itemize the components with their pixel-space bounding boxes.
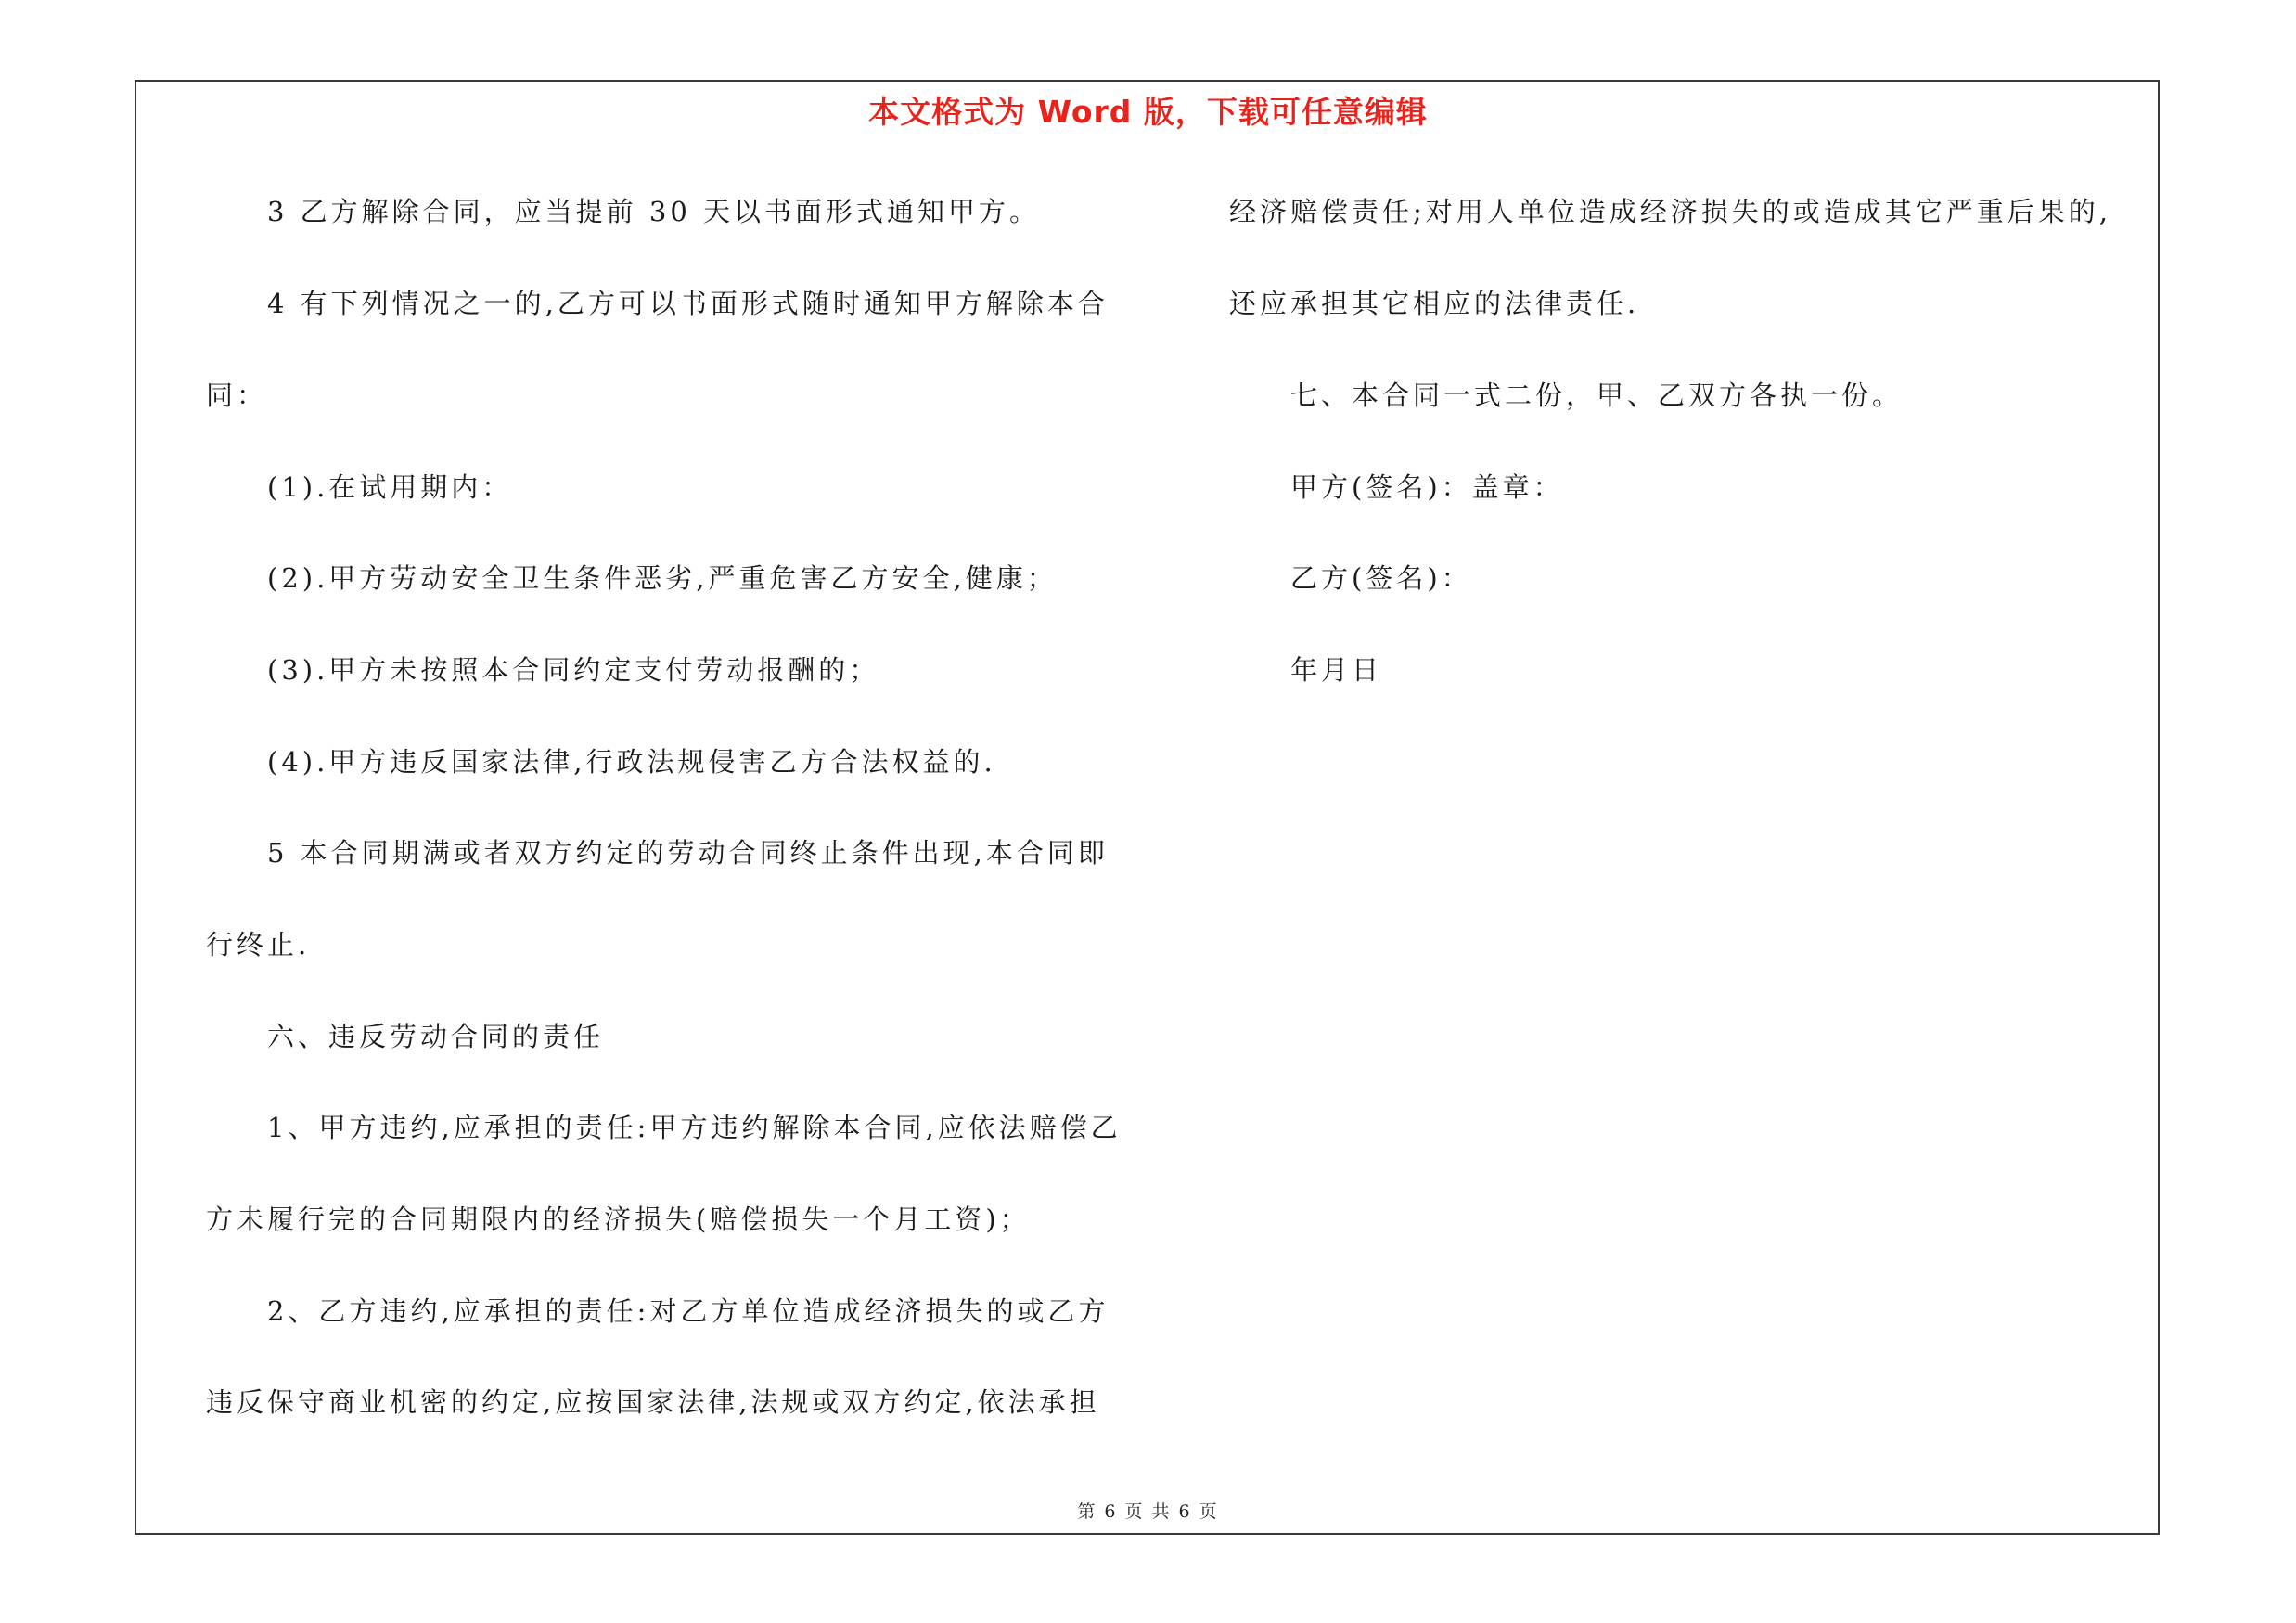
paragraph-line: 还应承担其它相应的法律责任. [1229, 288, 1640, 319]
paragraph-line: (2).甲方劳动安全卫生条件恶劣,严重危害乙方安全,健康； [267, 562, 1058, 594]
paragraph-line: 2、乙方违约,应承担的责任:对乙方单位造成经济损失的或乙方 [267, 1295, 1110, 1327]
paragraph-line: 经济赔偿责任;对用人单位造成经济损失的或造成其它严重后果的, [1229, 196, 2111, 227]
paragraph-line: 1、甲方违约,应承担的责任:甲方违约解除本合同,应依法赔偿乙 [267, 1112, 1122, 1143]
paragraph-line: 同： [206, 380, 268, 411]
paragraph-line: 行终止. [206, 929, 311, 960]
paragraph-line: (3).甲方未按照本合同约定支付劳动报酬的； [267, 654, 880, 686]
paragraph-line: 违反保守商业机密的约定,应按国家法律,法规或双方约定,依法承担 [206, 1386, 1100, 1418]
signature-line-party-b: 乙方(签名)： [1290, 562, 1472, 594]
format-banner: 本文格式为 Word 版，下载可任意编辑 [868, 94, 1428, 130]
section-heading: 七、本合同一式二份，甲、乙双方各执一份。 [1290, 380, 1904, 411]
date-line: 年月日 [1290, 654, 1383, 686]
page-number: 第 6 页 共 6 页 [1077, 1501, 1219, 1522]
signature-line-party-a: 甲方(签名)：盖章： [1290, 471, 1564, 503]
paragraph-line: (4).甲方违反国家法律,行政法规侵害乙方合法权益的. [267, 746, 996, 778]
paragraph-line: (1).在试用期内： [267, 471, 513, 503]
paragraph-line: 5 本合同期满或者双方约定的劳动合同终止条件出现,本合同即 [267, 837, 1109, 869]
paragraph-line: 方未履行完的合同期限内的经济损失(赔偿损失一个月工资)； [206, 1204, 1031, 1235]
paragraph-line: 3 乙方解除合同，应当提前 30 天以书面形式通知甲方。 [267, 196, 1041, 227]
paragraph-line: 4 有下列情况之一的,乙方可以书面形式随时通知甲方解除本合 [267, 288, 1109, 319]
section-heading: 六、违反劳动合同的责任 [267, 1021, 605, 1052]
